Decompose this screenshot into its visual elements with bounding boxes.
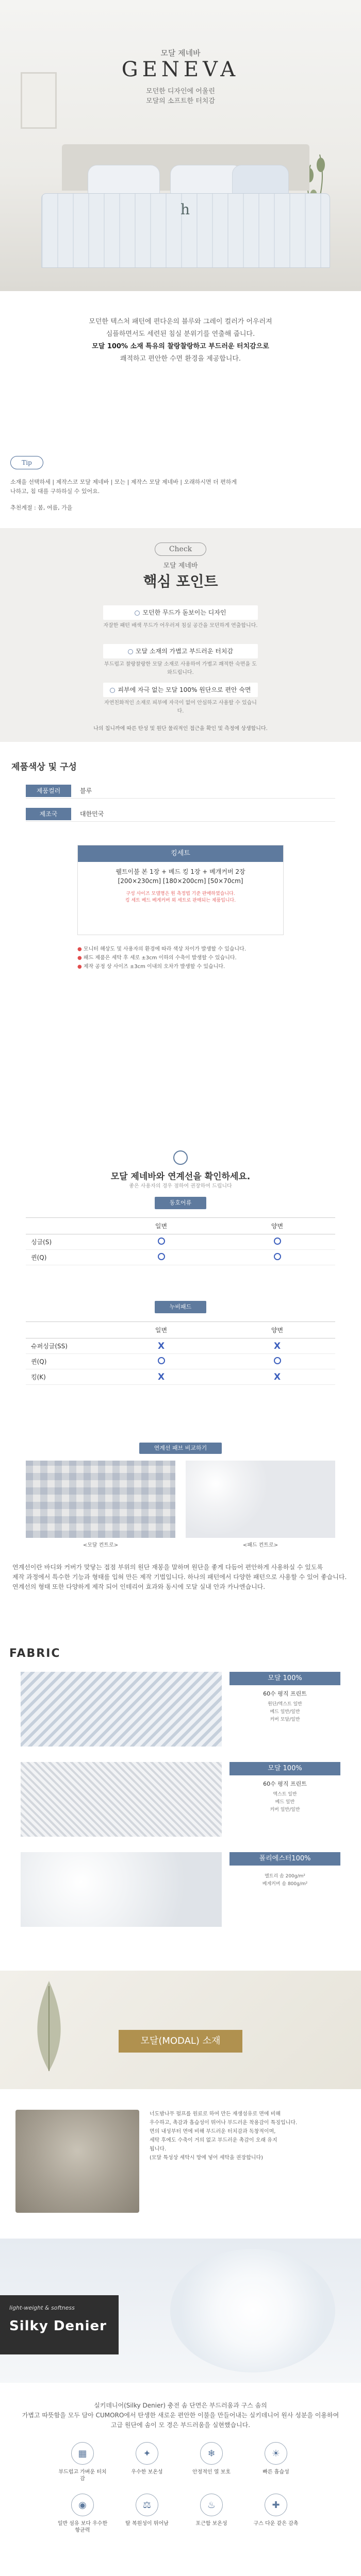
feature-icon: ◉ xyxy=(71,2494,94,2516)
tip-badge: Tip xyxy=(10,456,43,469)
tip-line: 나하고, 침 대를 구하하실 수 있어요. xyxy=(10,488,100,495)
table-row: 싱글(S) xyxy=(26,1234,335,1250)
composition-line: 웰트이불 본 1장 + 베드 킹 1장 + 베개커버 2장 xyxy=(116,868,245,875)
hero-desc-line: 모던한 디자인에 어울린 xyxy=(146,88,215,95)
silky-body: 실키데니어(Silky Denier) 충전 솜 단면은 부드러움과 구스 솜의 가볍고 따뜻함을 모두 담아 CUMORO에서 탄생한 새로운 편안한 이불을 만들어내는 실키데니어 원사 성분을 이용하여 고급 원단에 솜이 모 경은 부드러움을 실현했습니다. xyxy=(22,2402,339,2429)
compat-note-line: 제작 과정에서 특수한 기능과 형태를 입혀 만든 제작 기법입니다. 하나의 패턴에서 다양한 패턴으로 사용할 수 있어 좋습니다. xyxy=(12,1573,347,1581)
modal-fiber-image xyxy=(15,2110,139,2213)
fabric-info xyxy=(229,1852,340,1888)
modal-body: 너도밤나무 펄프를 원료로 하여 만든 재생섬유로 면에 비해 우수하고, 촉감과 흡습성이 뛰어나 부드러운 착용감이 특징입니다. 면의 내성부터 면에 비해 부드러운 터치감과 독창적이며, 세탁 후에도 수축이 거의 없고 부드러운 촉감이 오래 유지 됩니다. (모달 특성상 세탁시 망에 넣어 세탁을 권장합니다) xyxy=(150,2111,298,2161)
fabric-detail: 원단/엑스트 일반 베드 일반/일반 커버 모달/일반 xyxy=(268,1702,302,1722)
tip-line: 소재을 선택하세 | 제작스코 모달 제네바 | 모는 | 제작스 모달 제네바 | 오래하시면 더 편하게 xyxy=(10,479,237,485)
hero-subtitle: 모달 제네바 xyxy=(160,48,201,58)
feature-item: ◉ 일반 섬유 보다 우수한 항균력 xyxy=(57,2494,108,2534)
compat-table xyxy=(26,1217,335,1265)
brand-h-logo: h xyxy=(180,201,190,218)
swatch-caption: <모달 컨트로> xyxy=(83,1543,119,1548)
intro-line: 심플하면서도 세련된 침실 분위기를 연출해 줍니다. xyxy=(106,330,255,338)
feature-icon: ⚖ xyxy=(136,2494,158,2516)
table-row: 퀸(Q) xyxy=(26,1250,335,1265)
ok-mark-icon xyxy=(274,1357,281,1364)
check-subtitle: 모달 제네바 xyxy=(163,562,198,570)
fabric-swatch-image xyxy=(26,1461,175,1538)
feature-item: ✚ 구스 다운 같은 감촉 xyxy=(250,2494,302,2527)
fabric-item xyxy=(21,1762,340,1837)
composition-line: [200×230cm] [180×200cm] [50×70cm] xyxy=(118,877,243,885)
composition-note: 구성 사이즈 모델명은 원 측정법 기준 판매하였습니다. xyxy=(126,891,235,896)
feature-item: ☀ 빠른 흡습성 xyxy=(250,2442,302,2476)
ok-mark-icon xyxy=(158,1357,165,1364)
feature-item: ⚖ 탈 복원성이 뛰어남 xyxy=(121,2494,173,2527)
warning-note: ● 패드 제품은 세탁 후 세로 ±3cm 이하의 수축이 발생할 수 있습니다. xyxy=(77,955,237,961)
check-section xyxy=(0,528,361,742)
compat-note-line: 연계선의 형태 또한 다양하게 제작 되어 인테리어 효과와 동시에 모달 실내 안과 카나엔습니다. xyxy=(12,1583,266,1590)
table-header-row xyxy=(26,1218,335,1234)
col-header: 일변 xyxy=(103,1322,219,1338)
spec-row xyxy=(26,806,335,822)
check-badge: Check xyxy=(155,543,206,556)
check-circle-icon xyxy=(173,1150,188,1165)
ok-mark-icon xyxy=(274,1253,281,1260)
fabric-info xyxy=(229,1672,340,1724)
spec-label: 제품컬러 xyxy=(26,785,71,797)
spec-heading: 제품색상 및 구성 xyxy=(11,762,77,772)
check-point-text: 자잘한 패턴 배색 무드가 어우러져 침실 공간을 모던하게 연출합니다. xyxy=(103,623,258,629)
feature-item: ❄ 안정적인 열 보호 xyxy=(186,2442,237,2476)
col-header: 양변 xyxy=(219,1322,335,1338)
table-row: 킹(K) X X xyxy=(26,1369,335,1385)
feature-icon: ✦ xyxy=(136,2442,158,2465)
season-line: 추천계절 : 봄, 여름, 가을 xyxy=(10,504,73,511)
modal-section xyxy=(0,1955,361,2239)
compat-table xyxy=(26,1321,335,1385)
check-point-text: 부드럽고 찰랑찰랑한 모달 소재로 사용하여 가볍고 쾌적한 숙면을 도와드립니다. xyxy=(104,662,257,675)
bed-image xyxy=(41,144,330,268)
tip-section xyxy=(0,446,361,528)
fabric-spec: 60수 평직 프린트 xyxy=(263,1781,307,1787)
check-mark-icon xyxy=(135,611,140,616)
modal-title: 모달(MODAL) 소재 xyxy=(119,2030,242,2053)
warning-note: ● 모니터 해상도 및 사용자의 환경에 따라 색상 차이가 발생할 수 있습니다. xyxy=(77,946,247,952)
swatch-caption: <패드 컨트로> xyxy=(242,1543,278,1548)
no-mark-icon: X xyxy=(157,1341,165,1351)
fabric-title: 폴리에스터100% xyxy=(229,1852,340,1866)
fabric-detail: 멜트리 솜 200g/m² 베게커버 솜 800g/m² xyxy=(262,1874,308,1887)
fabric-title: 모달 100% xyxy=(229,1672,340,1685)
table-row: 퀸(Q) xyxy=(26,1354,335,1369)
check-mark-icon xyxy=(128,649,133,654)
silky-title-plate xyxy=(0,2295,119,2354)
hero-desc xyxy=(0,87,361,106)
spec-value: 블루 xyxy=(80,787,92,794)
composition-box xyxy=(77,845,284,935)
feature-icon: ♨ xyxy=(200,2494,223,2516)
feature-icon: ❄ xyxy=(200,2442,223,2465)
warning-note: ● 제작 공정 상 사이즈 ±3cm 이내의 오차가 발생할 수 있습니다. xyxy=(77,964,225,970)
feature-item: ♨ 포근함 보온성 xyxy=(186,2494,237,2527)
feature-icon: ▦ xyxy=(71,2442,94,2465)
check-footnote: 나의 칩니까에 따른 탄성 및 원단 물리적인 접근을 확인 및 측정에 상생합니다. xyxy=(93,726,268,732)
silky-denier-section xyxy=(0,2239,361,2576)
spec-value: 대한민국 xyxy=(80,810,104,818)
feature-item: ✦ 우수한 보온성 xyxy=(121,2442,173,2476)
no-mark-icon: X xyxy=(273,1371,281,1382)
check-point xyxy=(103,605,258,630)
intro-line: 모달 100% 소재 특유의 찰랑찰랑하고 부드러운 터치감으로 xyxy=(92,343,269,350)
compat-section xyxy=(0,1084,361,1553)
fabric-photo xyxy=(21,1762,222,1837)
table-header-row xyxy=(26,1322,335,1338)
fabric-photo xyxy=(21,1852,222,1927)
intro-section xyxy=(0,291,361,446)
col-header: 양변 xyxy=(219,1218,335,1234)
composition-title: 킹세트 xyxy=(78,845,283,862)
check-title: 핵심 포인트 xyxy=(143,573,218,590)
silky-title: Silky Denier xyxy=(9,2318,107,2334)
ok-mark-icon xyxy=(158,1238,165,1245)
fabric-title: 모달 100% xyxy=(229,1762,340,1775)
table-row: 슈퍼싱글(SS) X X xyxy=(26,1338,335,1354)
hero-title: GENEVA xyxy=(121,58,240,81)
leaf-icon xyxy=(21,1976,77,2074)
fabric-item xyxy=(21,1672,340,1747)
hero-section xyxy=(0,0,361,291)
filling-image xyxy=(170,2249,335,2372)
feature-item: ▦ 부드럽고 가벼운 터치감 xyxy=(57,2442,108,2482)
fabric-heading: FABRIC xyxy=(9,1647,61,1660)
spec-section xyxy=(0,742,361,1084)
compat-subtitle: 좋은 사용자의 경우 점하여 권장하여 드립니다 xyxy=(129,1183,232,1189)
check-point xyxy=(103,683,258,716)
composition-body xyxy=(78,862,283,904)
hero-desc-line: 모달의 소프트한 터치감 xyxy=(146,97,215,105)
fabric-section xyxy=(0,1636,361,1955)
compat-group-label: 동호어류 xyxy=(155,1197,206,1209)
check-point xyxy=(103,644,258,677)
compat-title: 모달 제네바와 연계선을 확인하세요. xyxy=(110,1172,251,1182)
fabric-info xyxy=(229,1762,340,1814)
fabric-item xyxy=(21,1852,340,1927)
intro-line: 쾌적하고 편안한 수면 환경을 제공합니다. xyxy=(120,355,241,363)
check-point-head: 피부에 자극 없는 모달 100% 원단으로 편안 숙면 xyxy=(103,683,258,697)
composition-note: 킹 세트 베드 베게커버 외 세트로 판매되는 제품입니다. xyxy=(125,898,236,903)
check-point-text: 자연친화적인 소재로 피부에 자극이 없어 안심하고 사용할 수 있습니다. xyxy=(104,700,257,714)
no-mark-icon: X xyxy=(273,1341,281,1351)
check-mark-icon xyxy=(110,688,115,693)
ok-mark-icon xyxy=(158,1253,165,1260)
intro-line: 모던한 텍스처 패턴에 편다운의 블루와 그레이 컬러가 어우러져 xyxy=(89,318,272,326)
fabric-spec: 60수 평직 프린트 xyxy=(263,1690,307,1697)
ok-mark-icon xyxy=(274,1238,281,1245)
check-point-head: 모던한 무드가 돋보이는 디자인 xyxy=(103,605,258,620)
fabric-photo xyxy=(21,1672,222,1747)
feature-icon: ☀ xyxy=(265,2442,287,2465)
no-mark-icon: X xyxy=(157,1371,165,1382)
compare-label: 연계선 패브 비교하기 xyxy=(139,1443,222,1454)
compat-note-line: 연계선이란 바디와 커버가 맞닿는 접점 부위의 원단 재봉을 말하며 원단을 좋게 다듬어 편안하게 사용하실 수 있도록 xyxy=(12,1564,323,1571)
col-header: 일변 xyxy=(103,1218,219,1234)
compat-note-section xyxy=(0,1553,361,1636)
pad-swatch-image xyxy=(186,1461,335,1538)
spec-label: 제조국 xyxy=(26,808,71,820)
feature-icon: ✚ xyxy=(265,2494,287,2516)
silky-tagline: light-weight & softness xyxy=(9,2304,75,2311)
spec-row xyxy=(26,783,335,799)
fabric-detail: 엑스트 일반 베드 일반 커버 일반/일반 xyxy=(270,1792,300,1812)
compat-group-label: 누비패드 xyxy=(155,1301,206,1313)
check-point-head: 모달 소재의 가볍고 부드러운 터치감 xyxy=(103,644,258,658)
